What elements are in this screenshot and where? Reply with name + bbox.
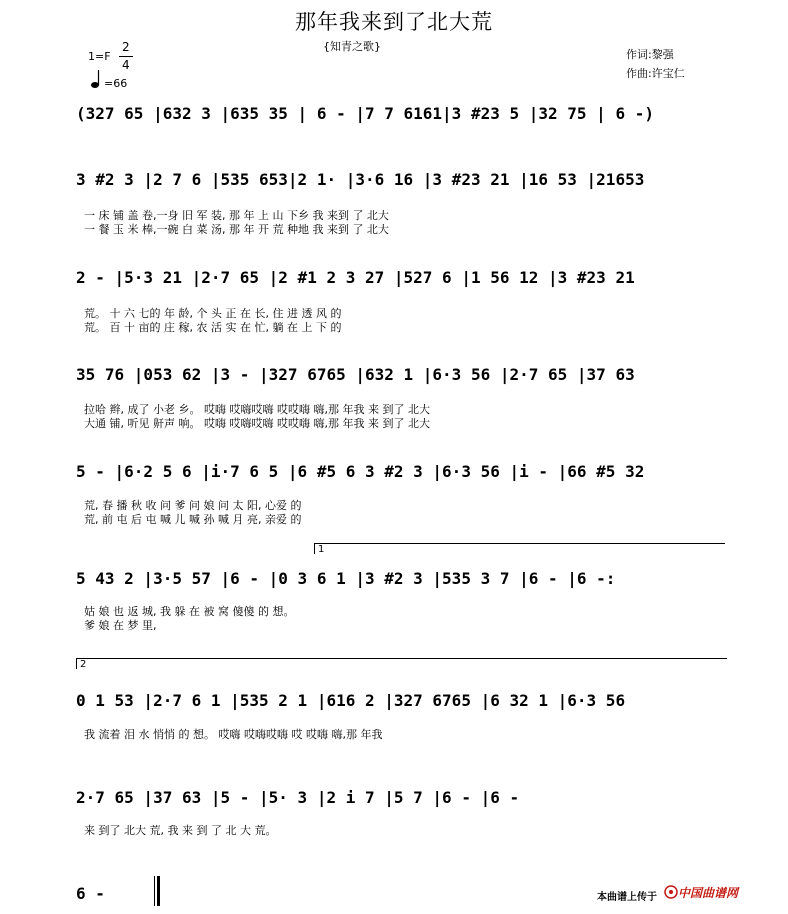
time-signature-top: 2 bbox=[122, 40, 130, 54]
final-barline-thick bbox=[157, 876, 160, 906]
music-system-6 bbox=[76, 561, 730, 597]
notation-line: 5 43 2 |3·5 57 |6 - |0 3 6 1 |3 #2 3 |535 3 7 |6 - |6 -: bbox=[76, 569, 616, 588]
notation-line: (327 65 |632 3 |635 35 | 6 - |7 7 6161|3 #23 5 |32 75 | 6 -) bbox=[76, 104, 654, 123]
lyric-verse-2: 荒, 前 屯 后 屯 喊 儿 喊 孙 喊 月 亮, 亲爱 的 bbox=[84, 513, 302, 526]
music-system-7 bbox=[76, 683, 730, 719]
composer-credit: 作曲:许宝仁 bbox=[626, 67, 685, 80]
notation-line: 0 1 53 |2·7 6 1 |535 2 1 |616 2 |327 6765 |6 32 1 |6·3 56 bbox=[76, 691, 626, 710]
notation-line: 6 - bbox=[76, 884, 105, 903]
lyric-verse-2: 荒。 百 十 亩的 庄 稼, 农 活 实 在 忙, 躺 在 上 下 的 bbox=[84, 321, 342, 334]
site-logo-icon bbox=[664, 885, 678, 899]
music-system-1 bbox=[76, 96, 730, 132]
lyric-verse-2: 大通 铺, 听见 鼾声 响。 哎嗨 哎嗨哎嗨 哎哎嗨 嗨,那 年我 来 到了 北大 bbox=[84, 417, 430, 430]
song-subtitle: {知青之歌} bbox=[323, 40, 381, 53]
notation-line: 3 #2 3 |2 7 6 |535 653|2 1· |3·6 16 |3 #23 21 |16 53 |21653 bbox=[76, 170, 645, 189]
lyric-verse-1: 一 床 铺 盖 卷,一身 旧 军 装, 那 年 上 山 下乡 我 来到 了 北大 bbox=[84, 209, 389, 222]
music-system-2 bbox=[76, 162, 730, 198]
final-barline-thin bbox=[154, 876, 155, 906]
tempo-marking: =66 bbox=[104, 77, 128, 90]
notation-line: 2 - |5·3 21 |2·7 65 |2 #1 2 3 27 |527 6 |1 56 12 |3 #23 21 bbox=[76, 268, 635, 287]
volta-number: 2 bbox=[80, 659, 87, 670]
lyric-verse-1: 姑 娘 也 返 城, 我 躲 在 被 窝 傻傻 的 想。 bbox=[84, 605, 295, 618]
volta-number: 1 bbox=[318, 544, 325, 555]
notation-line: 2·7 65 |37 63 |5 - |5· 3 |2 i 7 |5 7 |6 - |6 - bbox=[76, 788, 520, 807]
music-system-4 bbox=[76, 357, 730, 393]
lyric-verse-1: 荒。 十 六 七的 年 龄, 个 头 正 在 长, 住 进 透 风 的 bbox=[84, 307, 342, 320]
key-signature: 1=F bbox=[88, 50, 111, 63]
volta-bracket-2 bbox=[76, 658, 727, 669]
upload-credit: 本曲谱上传于 bbox=[597, 892, 657, 903]
volta-bracket-1 bbox=[314, 543, 725, 554]
lyric-verse-1: 来 到了 北大 荒, 我 来 到 了 北 大 荒。 bbox=[84, 824, 277, 837]
music-system-8 bbox=[76, 780, 730, 816]
song-title: 那年我来到了北大荒 bbox=[295, 10, 493, 34]
notation-line: 35 76 |053 62 |3 - |327 6765 |632 1 |6·3 56 |2·7 65 |37 63 bbox=[76, 365, 635, 384]
site-logo-text[interactable]: 中国曲谱网 bbox=[678, 886, 739, 900]
music-system-5 bbox=[76, 454, 730, 490]
notation-line: 5 - |6·2 5 6 |i·7 6 5 |6 #5 6 3 #2 3 |6·3 56 |i - |66 #5 32 bbox=[76, 462, 645, 481]
lyric-verse-2: 一 餐 玉 米 棒,一碗 白 菜 汤, 那 年 开 荒 种地 我 来到 了 北大 bbox=[84, 223, 389, 236]
lyric-verse-1: 拉哈 辫, 成了 小老 乡。 哎嗨 哎嗨哎嗨 哎哎嗨 嗨,那 年我 来 到了 北大 bbox=[84, 403, 430, 416]
music-system-3 bbox=[76, 260, 730, 296]
time-signature-bottom: 4 bbox=[122, 58, 130, 72]
time-signature-bar bbox=[119, 56, 133, 57]
music-system-9 bbox=[76, 876, 176, 912]
lyric-verse-1: 荒, 春 播 秋 收 问 爹 问 娘 问 太 阳, 心爱 的 bbox=[84, 499, 302, 512]
lyric-verse-2: 爹 娘 在 梦 里, bbox=[84, 619, 157, 632]
lyric-verse-1: 我 流着 泪 水 悄悄 的 想。 哎嗨 哎嗨哎嗨 哎 哎嗨 嗨,那 年我 bbox=[84, 728, 383, 741]
lyricist-credit: 作词:黎强 bbox=[626, 48, 674, 61]
